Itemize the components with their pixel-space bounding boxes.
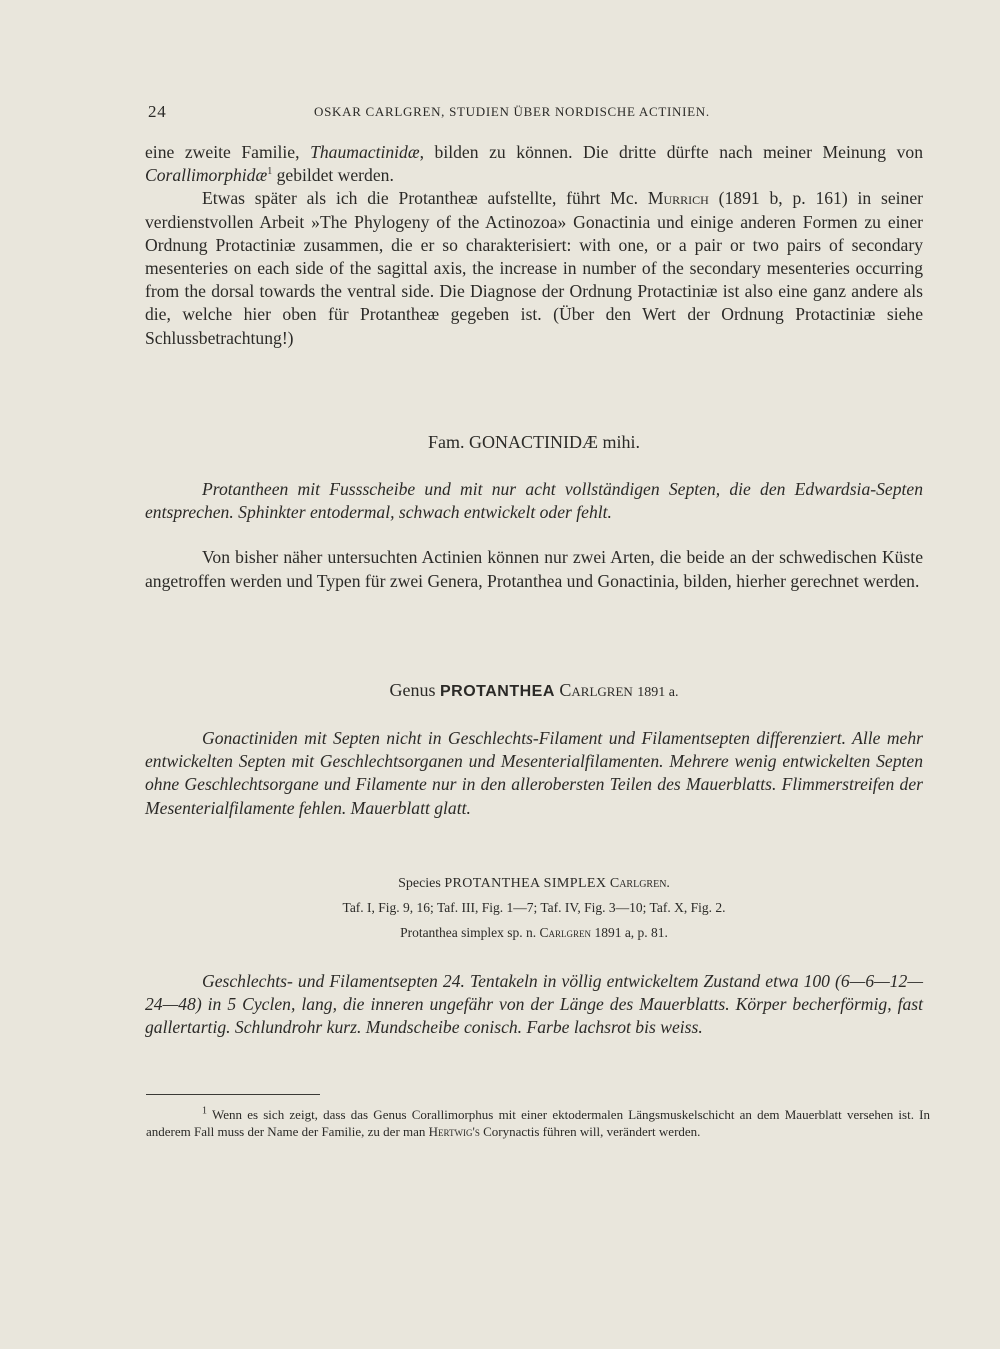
family-name-italic: Thaumactinidæ	[310, 142, 420, 162]
family-diagnosis	[145, 478, 923, 524]
text-span: gebildet werden.	[272, 165, 394, 186]
species-section	[145, 970, 923, 1040]
genus-prefix: Genus	[389, 680, 440, 700]
family-name-italic: Corallimorphidæ	[145, 165, 268, 186]
text-span: eine zweite Familie,	[145, 142, 311, 162]
genus-heading	[145, 680, 923, 701]
intro-text	[145, 141, 923, 350]
genus-year: 1891 a.	[637, 685, 679, 700]
text-span: 1891 a, p. 81.	[591, 925, 668, 940]
footnote-marker: 1	[267, 166, 273, 178]
diagnosis-italic: Gonactiniden mit Septen nicht in Geschlechts-Filament und Filamentsepten differenziert. Alle mehr entwickelten Septen mit Geschlechtsorganen und Mesenterialfilamenten. Mehrere wenig entwickelten Septen ohne Geschlechtsorgane und Filamente nur in den allerobersten Teilen des Mauerblatts. Flimmerstreifen der Mesenterialfilamente fehlen. Mauerblatt glatt.	[145, 728, 923, 818]
genus-diagnosis	[145, 727, 923, 820]
author-name: Carlgren	[539, 925, 592, 940]
diagnosis-italic: Protantheen mit Fussscheibe und mit nur acht vollständigen Septen, die den Edwardsia-Septen entsprechen. Sphinkter entodermal, schwach entwickelt oder fehlt.	[145, 479, 923, 523]
species-prefix: Species	[398, 876, 445, 891]
diagnosis-italic: Geschlechts- und Filamentsepten 24. Tentakeln in völlig entwickeltem Zustand etwa 100 (6—6—12—24—48) in 5 Cyclen, lang, die inneren ungefähr von der Länge des Mauerblatts. Körper becherförmig, fast gallertartig. Schlundrohr kurz. Mundscheibe conisch. Farbe lachsrot bis weiss.	[145, 971, 923, 1038]
text-span: Protanthea simplex sp. n.	[400, 925, 540, 940]
genus-author: Carlgren	[559, 680, 633, 700]
family-heading: Fam. GONACTINIDÆ mihi.	[428, 432, 640, 452]
text-span: Corynactis führen will, verändert werden.	[479, 1124, 701, 1139]
species-synonym	[145, 925, 923, 941]
family-text: Von bisher näher untersuchten Actinien können nur zwei Arten, die beide an der schwedischen Küste angetroffen werden und Typen für zwei Genera, Protanthea und Gonactinia, bilden, hierher gerechnet werden.	[145, 547, 923, 591]
species-author: Carlgren.	[609, 876, 670, 891]
author-name: Hertwig's	[428, 1124, 480, 1139]
author-name: Murrich	[647, 188, 709, 209]
footnote-rule	[146, 1094, 320, 1095]
text-span: Etwas später als ich die Protantheæ aufstellte, führt Mc.	[202, 188, 648, 209]
footnote-marker: 1	[202, 1105, 207, 1117]
text-span: (1891 b, p. 161) in seiner verdienstvollen Arbeit »The Phylogeny of the Actinozoa» Gonactinia und einige anderen Formen zu einer Ordnung Protactiniæ zusammen, die er so charakterisiert: with one, or a pair or two pairs of secondary mesenteries on each side of the sagittal axis, the increase in number of the secondary mesenteries occurring from the dorsal towards the ventral side. Die Diagnose der Ordnung Protactiniæ ist also eine ganz andere als die, welche hier oben für Protantheæ gegeben ist. (Über den Wert der Ordnung Protactiniæ siehe Schlussbetrachtung!)	[145, 188, 923, 348]
species-name: PROTANTHEA SIMPLEX	[444, 876, 607, 891]
genus-section	[145, 727, 923, 820]
text-span: , bilden zu können. Die dritte dürfte nach meiner Meinung von	[419, 142, 923, 162]
figure-references: Taf. I, Fig. 9, 16; Taf. III, Fig. 1—7; Taf. IV, Fig. 3—10; Taf. X, Fig. 2.	[342, 900, 726, 915]
intro-paragraph-1	[145, 141, 923, 187]
page-number: 24	[148, 102, 167, 121]
text-span: Wenn es sich zeigt, dass das Genus Corallimorphus mit einer ektodermalen Längsmuskelschicht an dem Mauerblatt versehen ist. In anderem Fall muss der Name der Familie, zu der man	[146, 1107, 930, 1139]
genus-name: PROTANTHEA	[439, 683, 555, 700]
intro-paragraph-2	[145, 187, 923, 349]
footnote-text	[146, 1106, 930, 1140]
footnote	[146, 1106, 930, 1140]
family-section	[145, 478, 923, 593]
species-diagnosis	[145, 970, 923, 1040]
running-title: OSKAR CARLGREN, STUDIEN ÜBER NORDISCHE ACTINIEN.	[314, 104, 710, 119]
species-heading	[145, 876, 923, 892]
